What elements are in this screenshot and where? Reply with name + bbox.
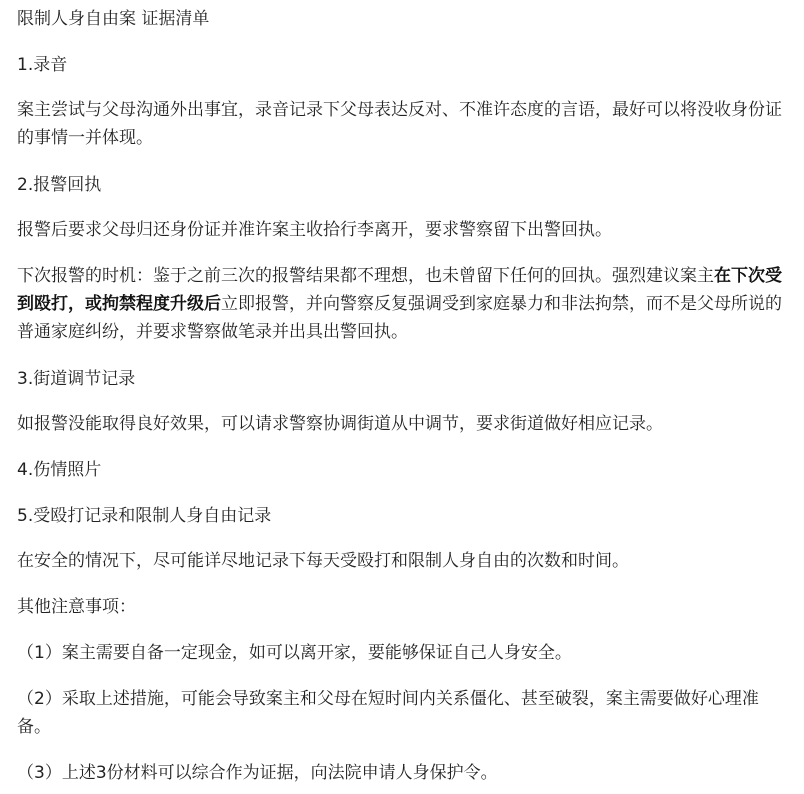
note-item-1: （1）案主需要自备一定现金，如可以离开家，要能够保证自己人身安全。 [17, 643, 572, 663]
section-heading-injury-photos: 4.伤情照片 [17, 460, 102, 480]
note-item-2: （2）采取上述措施，可能会导致案主和父母在短时间内关系僵化、甚至破裂，案主需要做好心理准备。 [17, 689, 759, 737]
paragraph-recording: 案主尝试与父母沟通外出事宜，录音记录下父母表达反对、不准许态度的言语，最好可以将没收身份证的事情一并体现。 [17, 100, 782, 148]
paragraph-abuse-records: 在安全的情况下，尽可能详尽地记录下每天受殴打和限制人身自由的次数和时间。 [17, 551, 629, 571]
timing-text-emphasis: 在下次受到殴打，或拘禁程度升级后 [17, 266, 782, 314]
note-item-3: （3）上述3份材料可以综合作为证据，向法院申请人身保护令。 [17, 763, 498, 783]
timing-text-suffix: 立即报警，并向警察反复强调受到家庭暴力和非法拘禁，而不是父母所说的普通家庭纠纷，并要求警察做笔录并出具出警回执。 [17, 294, 782, 342]
section-heading-police-receipt: 2.报警回执 [17, 175, 102, 195]
paragraph-police-receipt: 报警后要求父母归还身份证并准许案主收拾行李离开，要求警察留下出警回执。 [17, 220, 612, 240]
paragraph-mediation: 如报警没能取得良好效果，可以请求警察协调街道从中调节，要求街道做好相应记录。 [17, 414, 663, 434]
section-heading-other-notes: 其他注意事项： [17, 597, 136, 617]
section-heading-recording: 1.录音 [17, 55, 68, 75]
section-heading-mediation: 3.街道调节记录 [17, 369, 136, 389]
section-heading-abuse-records: 5.受殴打记录和限制人身自由记录 [17, 506, 272, 526]
timing-text-prefix: 下次报警的时机：鉴于之前三次的报警结果都不理想，也未曾留下任何的回执。强烈建议案主 [17, 266, 714, 286]
document-title: 限制人身自由案 证据清单 [17, 9, 210, 29]
paragraph-next-report-timing [17, 262, 787, 346]
